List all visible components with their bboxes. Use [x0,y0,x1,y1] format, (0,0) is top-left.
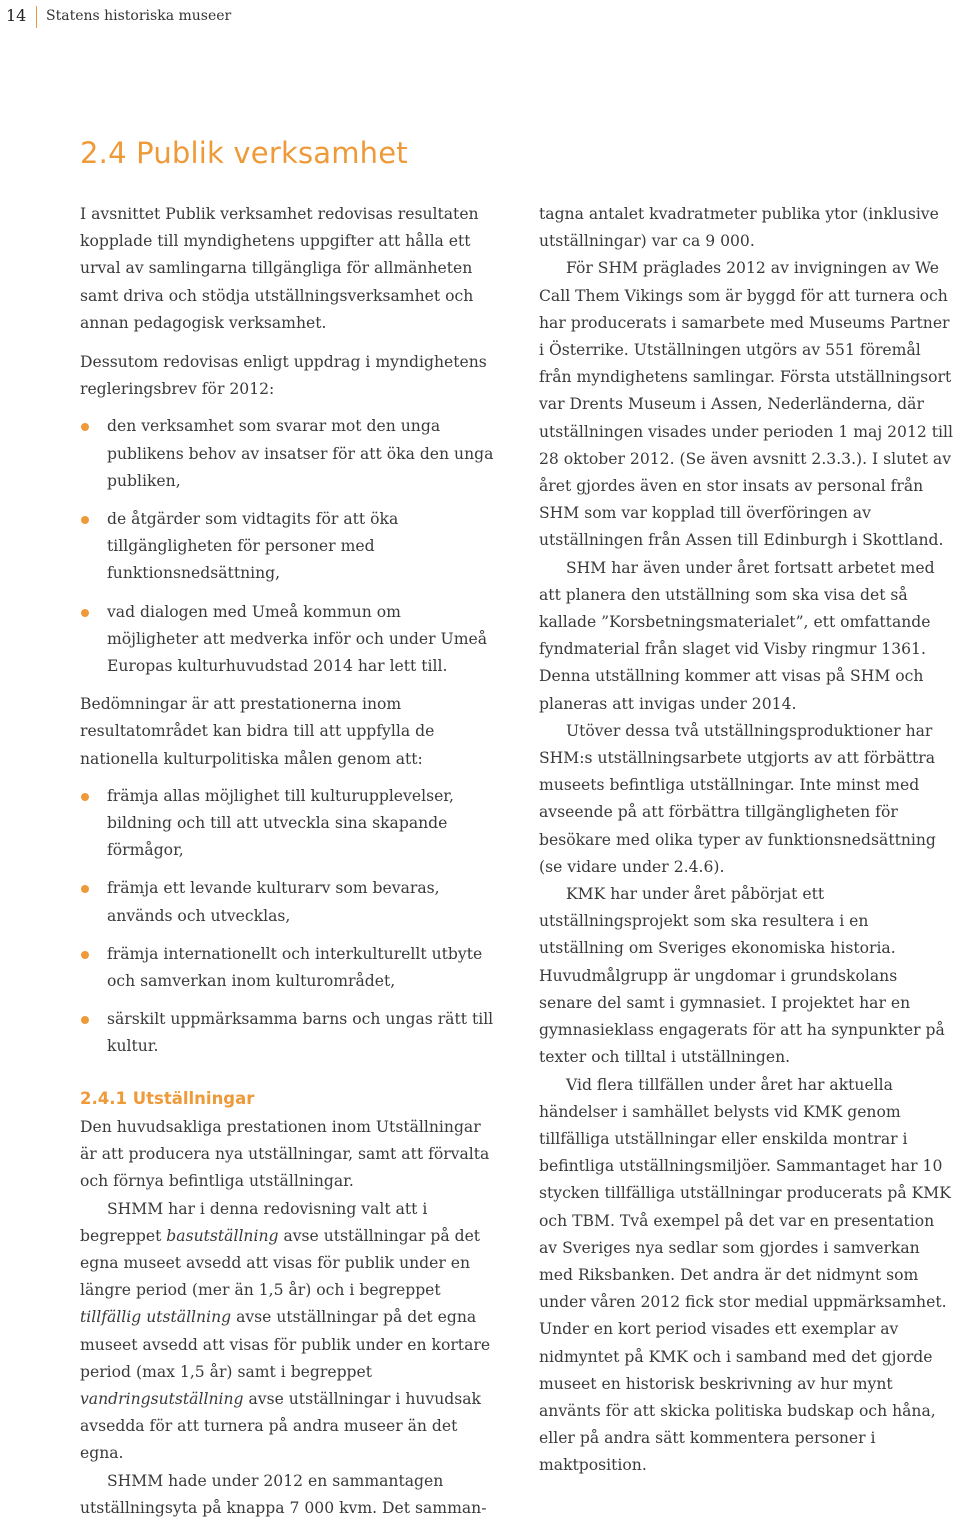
header-divider [36,6,37,28]
goals-list [80,783,496,1061]
list-item: den verksamhet som svarar mot den unga publikens behov av insatser för att öka den unga publiken, [80,413,496,495]
page-header [0,0,960,40]
bullet-icon [81,609,89,617]
term-basutstallning: basutställning [166,1226,279,1245]
kmk-project-paragraph: KMK har under året påbörjat ett utställningsprojekt som ska resultera i en utställning om Sveriges ekonomiska historia. Huvudmålgrupp är ungdomar i grundskolans senare del samt i gymnasiet. I projektet har en gymnasieklass engagerats för att ha synpunkter på texter och tilltal i utställningen. [539,885,945,1067]
list-item: särskilt uppmärksamma barns och ungas rätt till kultur. [80,1006,496,1060]
bullet-icon [81,423,89,431]
vikings-paragraph: För SHM präglades 2012 av invigningen av We Call Them Vikings som är byggd för att turnera och har producerats i samarbete med Museums Partner i Österrike. Utställningen utgörs av 551 föremål från myndighetens samlingar. Första utställningsort var Drents Museum i Assen, Nederländerna, där utställningen visades under perioden 1 maj 2012 till 28 oktober 2012. (Se även avsnitt 2.3.3.). I slutet av året gjordes även en stor insats av personal från SHM som var kopplad till överföringen av utställningen från Assen till Edinburgh i Skottland. [539,259,953,550]
list-item: främja allas möjlighet till kulturupplevelser, bildning och till att utveckla sina skapande förmågor, [80,783,496,865]
assignment-list [80,413,496,680]
definitions-paragraph: SHMM har i denna redovisning valt att i begreppet basutställning avse utställningar på det egna museet avsedd att visas för publik under en längre period (mer än 1,5 år) och i begreppet tillfällig utställning avse utställningar på det egna museet avsedd att visas för publik under en kortare period (max 1,5 år) samt i begreppet vandringsutställning avse utställningar i huvudsak avsedda för att turnera på andra museer än det egna. [80,1199,491,1463]
bullet-icon [81,516,89,524]
list-item: vad dialogen med Umeå kommun om möjligheter att medverka inför och under Umeå Europas kulturhuvudstad 2014 har lett till. [80,599,496,681]
bullet-icon [81,885,89,893]
page-number: 14 [6,6,27,25]
subsection-title: 2.4.1 Utställningar [80,1088,255,1108]
term-tillfallig: tillfällig utställning [80,1308,232,1327]
left-column [80,201,496,1522]
assignment-paragraph: Dessutom redovisas enligt uppdrag i myndighetens regleringsbrev för 2012: [80,353,487,399]
assessment-paragraph: Bedömningar är att prestationerna inom resultatområdet kan bidra till att uppfylla de nationella kulturpolitiska målen genom att: [80,695,435,768]
running-title: Statens historiska museer [46,8,232,24]
area-paragraph: SHMM hade under 2012 en sammantagen utställningsyta på knappa 7 000 kvm. Det samman- [80,1471,487,1517]
bullet-icon [81,793,89,801]
list-item: främja internationellt och interkulturellt utbyte och samverkan inom kulturområdet, [80,941,496,995]
list-item: främja ett levande kulturarv som bevaras, används och utvecklas, [80,875,496,929]
list-item: de åtgärder som vidtagits för att öka tillgängligheten för personer med funktionsnedsättning, [80,506,496,588]
temporary-exhibitions-paragraph: Vid flera tillfällen under året har aktuella händelser i samhället belysts vid KMK genom tillfälliga utställningar eller enskilda montrar i befintliga utställningsmiljöer. Sammantaget har 10 stycken tillfälliga utställningar producerats på KMK och TBM. Två exempel på det var en presentation av Sveriges nya sedlar som gjordes i samverkan med Riksbanken. Det andra är det nidmynt som under våren 2012 fick stor medial uppmärksamhet. Under en kort period visades ett exemplar av nidmyntet på KMK och i samband med det gjorde museet en historisk beskrivning av hur mynt använts för att skicka politiska budskap och håna, eller på andra sätt kommentera personer i maktposition. [539,1075,951,1475]
term-vandring: vandringsutställning [80,1389,244,1408]
area-continuation: tagna antalet kvadratmeter publika ytor (inklusive utställningar) var ca 9 000. [539,205,939,251]
exhibitions-paragraph: Den huvudsakliga prestationen inom Utställningar är att producera nya utställningar, samt att förvalta och förnya befintliga utställningar. [80,1117,490,1191]
bullet-icon [81,951,89,959]
section-title: 2.4 Publik verksamhet [80,136,408,170]
improvements-paragraph: Utöver dessa två utställningsproduktioner har SHM:s utställningsarbete utgjorts av att förbättra museets befintliga utställningar. Inte minst med avseende på att förbättra tillgängligheten för besökare med olika typer av funktionsnedsättning (se vidare under 2.4.6). [539,721,936,876]
korsbetning-paragraph: SHM har även under året fortsatt arbetet med att planera den utställning som ska visa det så kallade ”Korsbetningsmaterialet”, ett omfattande fyndmaterial från slaget vid Visby ringmur 1361. Denna utställning kommer att visas på SHM och planeras att invigas under 2014. [539,558,935,713]
right-column [539,201,955,1480]
bullet-icon [81,1016,89,1024]
intro-paragraph: I avsnittet Publik verksamhet redovisas resultaten kopplade till myndighetens uppgifter att hålla ett urval av samlingarna tillgängliga för allmänheten samt driva och stödja utställningsverksamhet och annan pedagogisk verksamhet. [80,205,479,332]
